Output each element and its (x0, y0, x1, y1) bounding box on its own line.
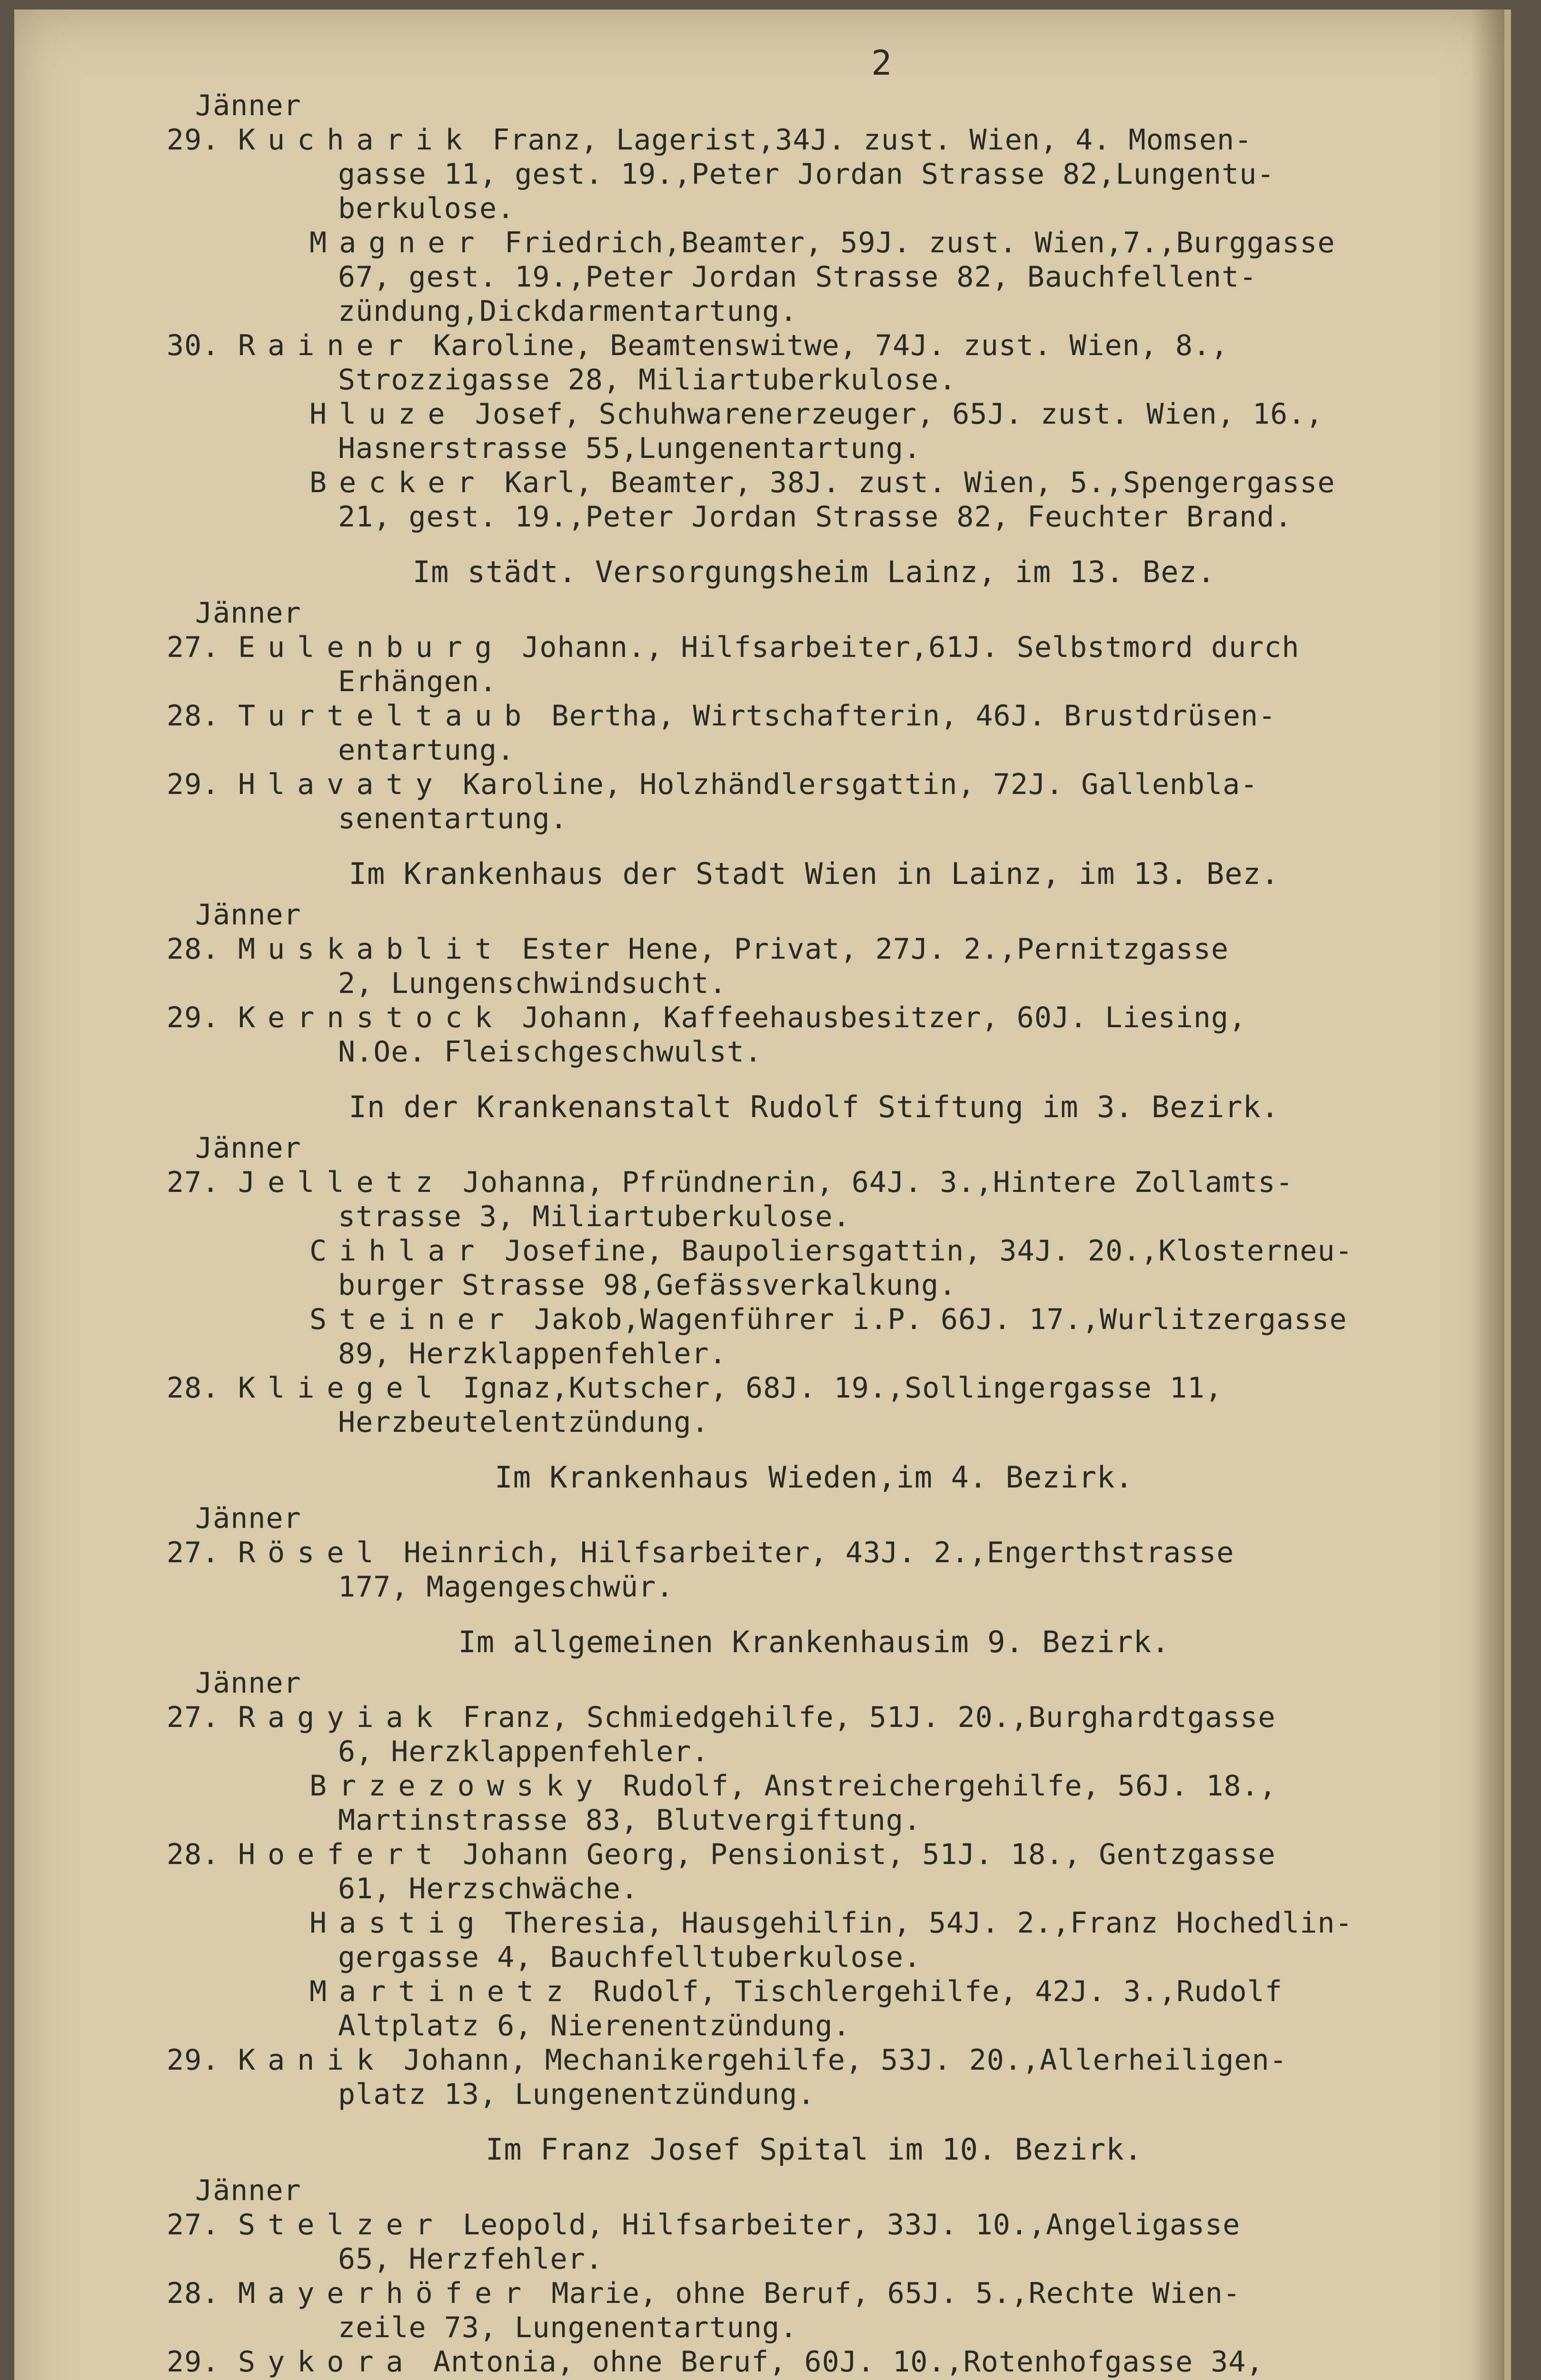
entry-details: Antonia, ohne Beruf, 60J. 10.,Rotenhofgasse 34, (433, 2345, 1264, 2379)
entry-continuation-line: 61, Herzschwäche. (338, 1872, 639, 1905)
register-entry (167, 630, 1495, 699)
entry-details: Karoline, Beamtenswitwe, 74J. zust. Wien, 8., (433, 329, 1229, 362)
entry-surname: Brzezowsky (309, 1769, 606, 1803)
entry-day: 27. (167, 1166, 220, 1199)
entry-first-line (167, 932, 1495, 966)
entry-continuation-line: Erhängen. (338, 665, 497, 698)
entry-first-line (167, 328, 1495, 363)
month-label: Jänner (195, 1502, 301, 1535)
entry-surname: Kanik (238, 2043, 386, 2077)
entry-surname: Stelzer (238, 2208, 445, 2241)
entry-first-line (167, 2276, 1495, 2311)
entry-continuation-line: entartung. (338, 734, 515, 767)
entry-first-line (167, 1536, 1495, 1570)
entry-continuation-line: burger Strasse 98,Gefässverkalkung. (338, 1269, 957, 1302)
entry-details: Franz, Lagerist,34J. zust. Wien, 4. Momsen- (492, 123, 1253, 157)
section (167, 89, 1495, 534)
entry-surname: Jelletz (238, 1166, 445, 1199)
entry-surname: Kliegel (238, 1371, 445, 1405)
entry-continuation-line: zündung,Dickdarmentartung. (338, 295, 798, 328)
entry-details: Johanna, Pfründnerin, 64J. 3.,Hintere Zollamts- (463, 1166, 1293, 1199)
month-label: Jänner (195, 2174, 301, 2207)
entry-surname: Hastig (309, 1906, 487, 1940)
month-label: Jänner (195, 596, 301, 630)
entry-first-line (195, 1769, 1495, 1803)
entry-day: 28. (167, 1838, 220, 1871)
section-heading: In der Krankenanstalt Rudolf Stiftung im 3. Bezirk. (348, 1090, 1280, 1124)
entry-surname: Steiner (309, 1303, 517, 1336)
month-label: Jänner (195, 89, 301, 122)
entry-details: Johann, Mechanikergehilfe, 53J. 20.,Allerheiligen- (403, 2043, 1287, 2077)
entry-first-line (167, 123, 1495, 157)
entry-details: Johann., Hilfsarbeiter,61J. Selbstmord durch (522, 631, 1300, 664)
entry-continuation-line: 177, Magengeschwür. (338, 1570, 674, 1604)
entry-day: 27. (167, 2208, 220, 2241)
entry-details: Ignaz,Kutscher, 68J. 19.,Sollingergasse 11, (463, 1371, 1223, 1405)
section (167, 856, 1495, 1069)
month-label: Jänner (195, 1131, 301, 1165)
section-heading: Im Krankenhaus der Stadt Wien in Lainz, im 13. Bez. (348, 856, 1280, 891)
entry-first-line (195, 1974, 1495, 2009)
register-entry (195, 1769, 1495, 1837)
section (167, 1460, 1495, 1604)
register-entry (167, 1536, 1495, 1604)
entry-details: Karl, Beamter, 38J. zust. Wien, 5.,Spengergasse (504, 466, 1335, 499)
entry-first-line (167, 1700, 1495, 1735)
register-entry (195, 226, 1495, 328)
entry-surname: Kernstock (238, 1001, 505, 1034)
entry-continuation-line: N.Oe. Fleischgeschwulst. (338, 1035, 762, 1069)
register-entry (167, 699, 1495, 767)
document-page (14, 10, 1511, 2380)
register-entry (167, 2345, 1495, 2380)
entry-day: 29. (167, 2043, 220, 2077)
entry-continuation-line: Herzbeutelentzündung. (338, 1406, 709, 1439)
entry-first-line (167, 2043, 1495, 2077)
entry-continuation-line: 2, Lungenschwindsucht. (338, 967, 727, 1000)
entry-continuation-line: 65, Herzfehler. (338, 2242, 603, 2276)
entry-first-line (167, 1837, 1495, 1872)
register-entry (195, 1906, 1495, 1974)
entry-continuation-line: berkulose. (338, 192, 515, 225)
entry-surname: Rainer (238, 329, 416, 362)
register-entry (167, 1700, 1495, 1769)
entry-surname: Muskablit (238, 932, 505, 966)
entry-surname: Kucharik (238, 123, 475, 157)
entry-first-line (195, 466, 1495, 500)
entry-continuation-line: 6, Herzklappenfehler. (338, 1735, 709, 1768)
entry-first-line (195, 1302, 1495, 1337)
register-entry (195, 1302, 1495, 1371)
register-entry (195, 1234, 1495, 1302)
entry-details: Josefine, Baupoliersgattin, 34J. 20.,Klosterneu- (504, 1234, 1353, 1268)
register-entry (167, 932, 1495, 1001)
entry-first-line (195, 397, 1495, 431)
entry-continuation-line: gasse 11, gest. 19.,Peter Jordan Strasse 82,Lungentu- (338, 158, 1275, 191)
entry-continuation-line: Strozzigasse 28, Miliartuberkulose. (338, 363, 957, 397)
entry-day: 28. (167, 2277, 220, 2310)
entry-first-line (167, 1001, 1495, 1035)
entry-surname: Mayerhöfer (238, 2277, 534, 2310)
entry-day: 29. (167, 2345, 220, 2379)
register-entry (167, 2043, 1495, 2112)
entry-details: Bertha, Wirtschafterin, 46J. Brustdrüsen- (551, 699, 1276, 733)
section (167, 555, 1495, 836)
entry-surname: Rösel (238, 1536, 386, 1569)
entry-surname: Turteltaub (238, 699, 534, 733)
entry-continuation-line: Martinstrasse 83, Blutvergiftung. (338, 1804, 922, 1837)
section (167, 1625, 1495, 2112)
section (167, 1090, 1495, 1439)
entry-day: 29. (167, 768, 220, 801)
entry-continuation-line: zeile 73, Lungenentartung. (338, 2311, 798, 2344)
entry-surname: Becker (309, 466, 487, 499)
register-entry (195, 397, 1495, 466)
entry-surname: Cihlar (309, 1234, 487, 1268)
entry-continuation-line: senentartung. (338, 802, 568, 835)
entry-continuation-line: strasse 3, Miliartuberkulose. (338, 1200, 851, 1233)
entry-first-line (167, 2345, 1495, 2379)
entry-details: Johann, Kaffeehausbesitzer, 60J. Liesing, (522, 1001, 1247, 1034)
register-entry (167, 2276, 1495, 2345)
entry-surname: Hoefert (238, 1838, 445, 1871)
entry-day: 29. (167, 123, 220, 157)
entry-details: Leopold, Hilfsarbeiter, 33J. 10.,Angeligasse (463, 2208, 1241, 2241)
entry-day: 30. (167, 329, 220, 362)
entry-surname: Eulenburg (238, 631, 505, 664)
entry-details: Rudolf, Anstreichergehilfe, 56J. 18., (623, 1769, 1277, 1803)
section (167, 2132, 1495, 2380)
entry-details: Friedrich,Beamter, 59J. zust. Wien,7.,Burggasse (504, 226, 1335, 259)
entry-surname: Hluze (309, 397, 457, 431)
entry-day: 27. (167, 1536, 220, 1569)
entry-surname: Ragyiak (238, 1701, 445, 1734)
entry-details: Ester Hene, Privat, 27J. 2.,Pernitzgasse (522, 932, 1229, 966)
entry-details: Josef, Schuhwarenerzeuger, 65J. zust. Wien, 16., (475, 397, 1323, 431)
register-content (167, 86, 1495, 2380)
entry-first-line (195, 1234, 1495, 1268)
entry-continuation-line: 67, gest. 19.,Peter Jordan Strasse 82, Bauchfellent- (338, 260, 1257, 294)
month-label: Jänner (195, 898, 301, 932)
register-entry (167, 1165, 1495, 1234)
entry-first-line (167, 2208, 1495, 2242)
entry-details: Jakob,Wagenführer i.P. 66J. 17.,Wurlitzergasse (534, 1303, 1347, 1336)
entry-details: Johann Georg, Pensionist, 51J. 18., Gentzgasse (463, 1838, 1276, 1871)
entry-details: Marie, ohne Beruf, 65J. 5.,Rechte Wien- (551, 2277, 1241, 2310)
entry-surname: Magner (309, 226, 487, 259)
entry-details: Heinrich, Hilfsarbeiter, 43J. 2.,Engerthstrasse (403, 1536, 1234, 1569)
entry-first-line (167, 630, 1495, 664)
entry-day: 28. (167, 1371, 220, 1405)
register-entry (195, 466, 1495, 534)
entry-surname: Sykora (238, 2345, 416, 2379)
register-entry (167, 328, 1495, 397)
section-heading: Im Franz Josef Spital im 10. Bezirk. (486, 2132, 1143, 2167)
month-label: Jänner (195, 1666, 301, 1700)
section-heading: Im Krankenhaus Wieden,im 4. Bezirk. (495, 1460, 1133, 1495)
entry-surname: Martinetz (309, 1975, 576, 2008)
section-heading: Im allgemeinen Krankenhausim 9. Bezirk. (458, 1625, 1170, 1659)
entry-continuation-line: gergasse 4, Bauchfelltuberkulose. (338, 1941, 922, 1974)
entry-continuation-line: Hasnerstrasse 55,Lungenentartung. (338, 432, 922, 465)
register-entry (167, 2208, 1495, 2276)
register-entry (167, 1837, 1495, 1906)
page-number: 2 (871, 43, 892, 83)
entry-continuation-line: 21, gest. 19.,Peter Jordan Strasse 82, Feuchter Brand. (338, 500, 1292, 534)
entry-first-line (195, 1906, 1495, 1940)
entry-continuation-line: Altplatz 6, Nierenentzündung. (338, 2009, 851, 2043)
entry-day: 27. (167, 1701, 220, 1734)
entry-details: Rudolf, Tischlergehilfe, 42J. 3.,Rudolf (593, 1975, 1283, 2008)
entry-day: 28. (167, 932, 220, 966)
register-entry (167, 767, 1495, 836)
section-heading: Im städt. Versorgungsheim Lainz, im 13. Bez. (412, 555, 1216, 589)
entry-continuation-line: 89, Herzklappenfehler. (338, 1337, 727, 1370)
entry-day: 28. (167, 699, 220, 733)
entry-day: 29. (167, 1001, 220, 1034)
register-entry (167, 1371, 1495, 1439)
entry-surname: Hlavaty (238, 768, 445, 801)
entry-first-line (167, 1165, 1495, 1200)
entry-continuation-line: platz 13, Lungenentzündung. (338, 2078, 815, 2111)
entry-first-line (167, 699, 1495, 733)
entry-first-line (195, 226, 1495, 260)
register-entry (167, 1001, 1495, 1069)
entry-day: 27. (167, 631, 220, 664)
entry-details: Theresia, Hausgehilfin, 54J. 2.,Franz Hochedlin- (504, 1906, 1353, 1940)
entry-first-line (167, 767, 1495, 802)
entry-details: Karoline, Holzhändlersgattin, 72J. Gallenbla- (463, 768, 1258, 801)
entry-details: Franz, Schmiedgehilfe, 51J. 20.,Burghardtgasse (463, 1701, 1276, 1734)
entry-first-line (167, 1371, 1495, 1405)
register-entry (195, 1974, 1495, 2043)
register-entry (167, 123, 1495, 226)
